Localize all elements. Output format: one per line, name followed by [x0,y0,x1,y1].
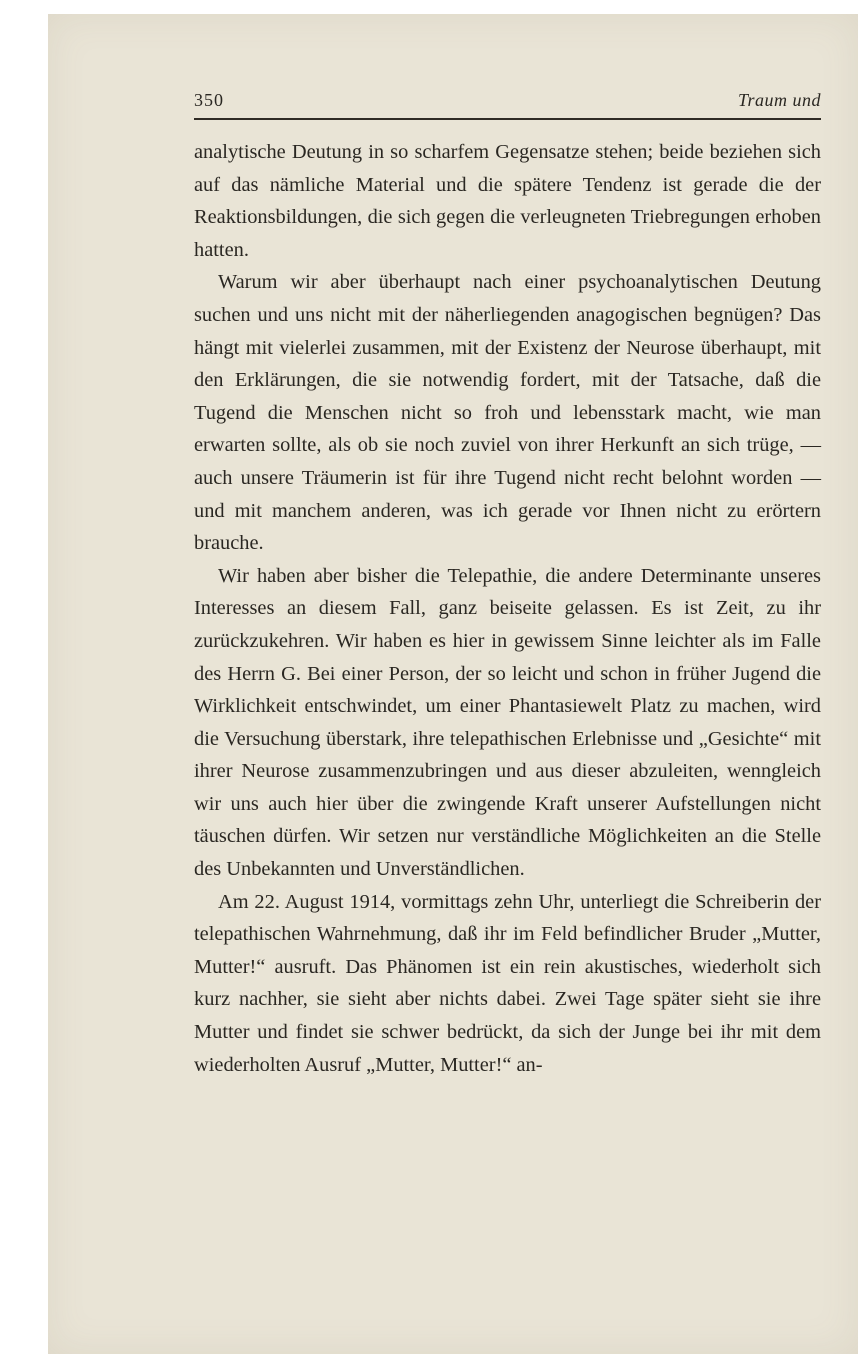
page-number: 350 [194,90,224,110]
page-header [194,88,821,114]
book-page [194,88,821,1081]
header-rule [194,118,821,120]
paragraph-continuation: analytische Deutung in so scharfem Gegensatze stehen; beide beziehen sich auf das nämliche Material und die spätere Tendenz ist gerade die der Reaktionsbildungen, die sich gegen die verleugneten Triebregungen erhoben hatten. [194,141,821,261]
running-title: Traum und [737,90,821,110]
paragraph: Am 22. August 1914, vormittags zehn Uhr, unterliegt die Schreiberin der telepathischen Wahrnehmung, daß ihr im Feld befindlicher Bruder „Mutter, Mutter!“ ausruft. Das Phänomen ist ein rein akustisches, wiederholt sich kurz nachher, sie sieht aber nichts dabei. Zwei Tage später sieht sie ihre Mutter und findet sie schwer bedrückt, da sich der Junge bei ihr mit dem wiederholten Ausruf „Mutter, Mutter!“ an- [194,890,821,1076]
paragraph: Warum wir aber überhaupt nach einer psychoanalytischen Deutung suchen und uns nicht mit der näherliegenden anagogischen begnügen? Das hängt mit vielerlei zusammen, mit der Existenz der Neurose überhaupt, mit den Erklärungen, die sie notwendig fordert, mit der Tatsache, daß die Tugend die Menschen nicht so froh und lebensstark macht, wie man erwarten sollte, als ob sie noch zuviel von ihrer Herkunft an sich trüge, — auch unsere Träumerin ist für ihre Tugend nicht recht belohnt worden — und mit manchem anderen, was ich gerade vor Ihnen nicht zu erörtern brauche. [194,271,821,555]
page-body [194,136,821,1081]
paragraph: Wir haben aber bisher die Telepathie, die andere Determinante unseres Interesses an diesem Fall, ganz beiseite gelassen. Es ist Zeit, zu ihr zurückzukehren. Wir haben es hier in gewissem Sinne leichter als im Falle des Herrn G. Bei einer Person, der so leicht und schon in früher Jugend die Wirklichkeit entschwindet, um einer Phantasiewelt Platz zu machen, wird die Versuchung überstark, ihre telepathischen Erlebnisse und „Gesichte“ mit ihrer Neurose zusammenzubringen und aus dieser abzuleiten, wenngleich wir uns auch hier über die zwingende Kraft unserer Aufstellungen nicht täuschen dürfen. Wir setzen nur verständliche Möglichkeiten an die Stelle des Unbekannten und Unverständlichen. [194,564,821,881]
